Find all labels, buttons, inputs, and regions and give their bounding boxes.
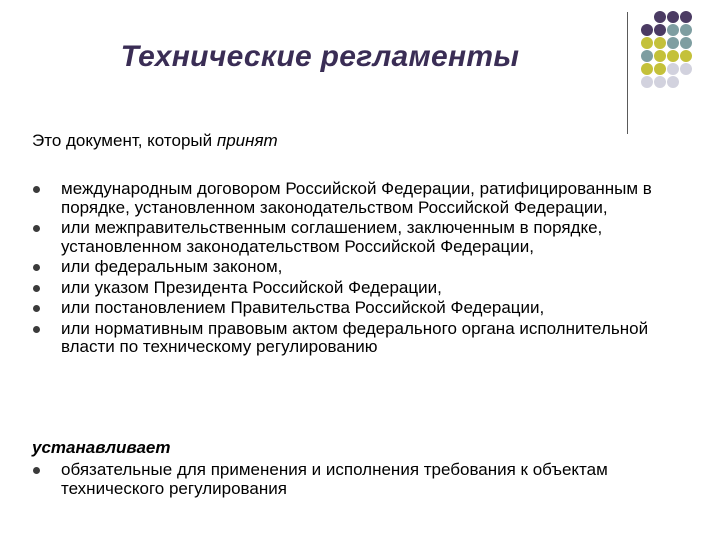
decorative-dot [680,50,692,62]
bullet-icon [33,225,40,232]
decorative-dot [667,24,679,36]
list-item-text: или постановлением Правительства Российской Федерации, [61,298,545,317]
intro-emphasis: принят [216,131,278,150]
establishes-section [32,438,662,500]
bullet-icon [33,305,40,312]
list-item-text: или указом Президента Российской Федерации, [61,277,442,297]
bullet-icon [33,264,40,271]
decorative-dot [680,11,692,23]
list-item-text: международным договором Российской Федерации, ратифицированным в порядке, установленном законодательством Российской Федерации, [61,179,652,217]
decorative-dot [667,50,679,62]
list-item [32,320,662,357]
decorative-dot [680,24,692,36]
list-item [32,461,662,498]
bullet-icon [33,467,40,474]
establishes-heading: устанавливает [32,438,171,457]
decorative-dot [654,37,666,49]
intro-text: Это документ, который [32,131,217,150]
decorative-dot [667,37,679,49]
decorative-dot [667,63,679,75]
decorative-dot [641,76,653,88]
decorative-dot [680,63,692,75]
bullet-icon [33,285,40,292]
list-item-text: или федеральным законом, [61,257,283,276]
list-item [32,219,662,256]
bullet-icon [33,326,40,333]
list-item [32,180,662,217]
list-item [32,279,662,298]
vertical-divider [627,12,628,134]
decorative-dot [641,37,653,49]
decorative-dot [680,37,692,49]
list-item [32,299,662,318]
decorative-dot [654,50,666,62]
list-item [32,258,662,277]
slide-title: Технические регламенты [120,40,520,73]
decorative-dot [654,24,666,36]
decorative-dot [667,76,679,88]
decorative-dot [667,11,679,23]
decorative-dot [654,76,666,88]
list-item-text: или нормативным правовым актом федерального органа исполнительной власти по техническому регулированию [61,318,649,356]
decorative-dot [641,63,653,75]
decorative-dot [654,63,666,75]
adopted-by-list [32,180,662,359]
list-item-text: или межправительственным соглашением, заключенным в порядке, установленном законодательством Российской Федерации, [61,218,603,256]
list-item-text: обязательные для применения и исполнения требования к объектам технического регулирования [61,460,608,498]
decorative-dot [641,50,653,62]
bullet-icon [33,186,40,193]
decorative-dot-grid [0,0,720,140]
decorative-dot [654,11,666,23]
intro-line [32,131,278,151]
decorative-dot [641,24,653,36]
